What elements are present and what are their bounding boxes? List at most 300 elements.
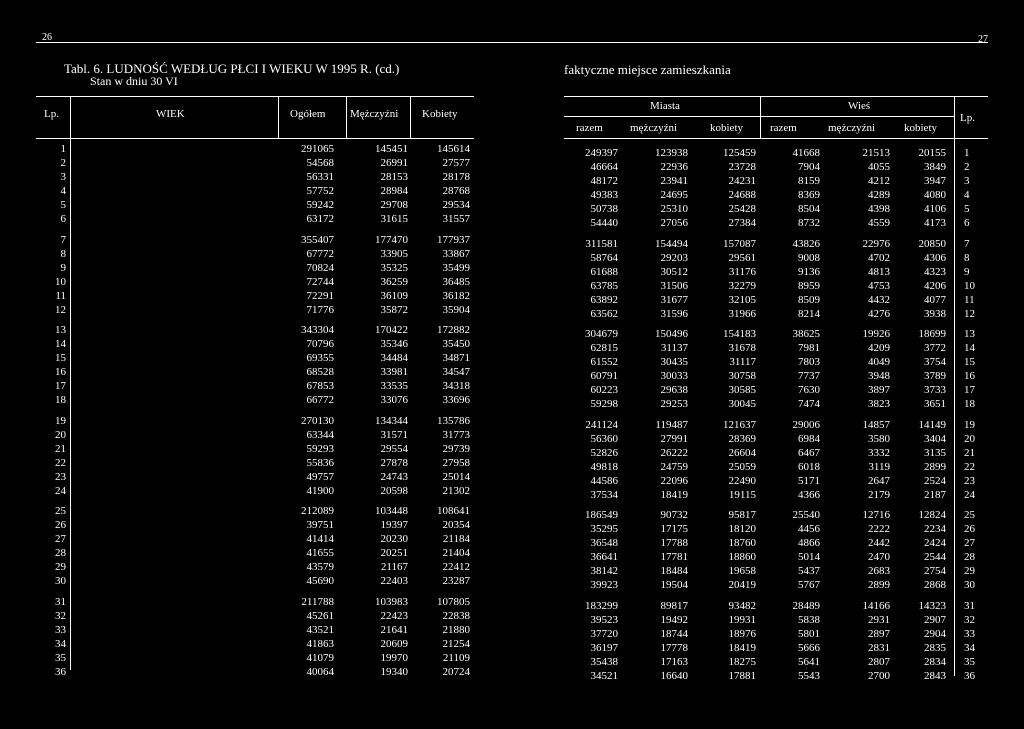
row-lp-right: 18 bbox=[964, 398, 975, 410]
miasta-mezczyzni: 24759 bbox=[660, 460, 688, 473]
row-lp-right: 26 bbox=[964, 523, 975, 535]
page-number-right: 27 bbox=[978, 34, 988, 45]
miasta-kobiety: 18760 bbox=[728, 537, 756, 549]
wies-razem: 25540 bbox=[792, 509, 820, 521]
miasta-kobiety: 18120 bbox=[728, 523, 756, 535]
wies-razem: 5767 bbox=[798, 579, 820, 591]
table-row bbox=[564, 174, 988, 188]
wies-mezczyzni: 14166 bbox=[862, 599, 890, 612]
miasta-kobiety: 157087 bbox=[723, 237, 756, 250]
wies-mezczyzni: 3948 bbox=[868, 370, 890, 382]
wies-mezczyzni: 4212 bbox=[868, 175, 890, 187]
wies-mezczyzni: 2470 bbox=[868, 551, 890, 563]
wies-mezczyzni: 12716 bbox=[862, 509, 890, 521]
miasta-mezczyzni: 30033 bbox=[660, 370, 688, 382]
wies-razem: 8732 bbox=[798, 217, 820, 229]
miasta-mezczyzni: 17781 bbox=[660, 551, 688, 563]
row-lp-right: 32 bbox=[964, 613, 975, 626]
row-mezczyzni: 26991 bbox=[380, 157, 408, 169]
row-mezczyzni: 20609 bbox=[380, 637, 408, 650]
wies-kobiety: 3135 bbox=[924, 446, 946, 459]
row-lp-right: 19 bbox=[964, 418, 975, 431]
wies-razem: 5437 bbox=[798, 565, 820, 577]
miasta-razem: 249397 bbox=[585, 147, 618, 159]
miasta-kobiety: 154183 bbox=[723, 328, 756, 340]
row-ogolem: 69355 bbox=[306, 352, 334, 364]
table-row bbox=[36, 595, 474, 609]
wies-razem: 8504 bbox=[798, 203, 820, 215]
miasta-kobiety: 17881 bbox=[728, 669, 756, 682]
row-ogolem: 59242 bbox=[306, 199, 334, 211]
table-row bbox=[36, 484, 474, 498]
miasta-razem: 241124 bbox=[585, 418, 618, 431]
row-kobiety: 33696 bbox=[442, 394, 470, 406]
row-mezczyzni: 24743 bbox=[380, 470, 408, 483]
row-kobiety: 35904 bbox=[442, 303, 470, 316]
wies-razem: 6018 bbox=[798, 460, 820, 473]
row-mezczyzni: 19397 bbox=[380, 519, 408, 531]
table-row bbox=[36, 337, 474, 351]
row-kobiety: 25014 bbox=[442, 470, 470, 483]
row-lp: 31 bbox=[55, 595, 66, 608]
miasta-kobiety: 24231 bbox=[728, 175, 756, 187]
table-row bbox=[36, 170, 474, 184]
row-ogolem: 211788 bbox=[301, 595, 334, 608]
miasta-mezczyzni: 22936 bbox=[660, 161, 688, 173]
row-ogolem: 67853 bbox=[306, 380, 334, 392]
row-mezczyzni: 20251 bbox=[380, 547, 408, 559]
table-row bbox=[564, 237, 988, 251]
row-lp: 32 bbox=[55, 609, 66, 622]
miasta-mezczyzni: 18484 bbox=[660, 565, 688, 577]
right-table bbox=[564, 96, 988, 682]
row-lp-right: 33 bbox=[964, 627, 975, 640]
wies-kobiety: 4306 bbox=[924, 251, 946, 264]
row-lp-right: 15 bbox=[964, 356, 975, 368]
row-lp-right: 7 bbox=[964, 237, 970, 250]
row-kobiety: 21302 bbox=[442, 484, 470, 497]
row-kobiety: 36485 bbox=[442, 275, 470, 288]
row-mezczyzni: 31615 bbox=[380, 213, 408, 225]
row-lp-right: 25 bbox=[964, 509, 975, 521]
row-ogolem: 43579 bbox=[306, 561, 334, 573]
table-row bbox=[36, 261, 474, 275]
row-lp-right: 23 bbox=[964, 474, 975, 487]
row-mezczyzni: 35872 bbox=[380, 303, 408, 316]
wies-mezczyzni: 4559 bbox=[868, 217, 890, 229]
table-row bbox=[564, 564, 988, 578]
row-lp-right: 21 bbox=[964, 446, 975, 459]
row-lp: 17 bbox=[55, 380, 66, 392]
row-lp-right: 34 bbox=[964, 641, 975, 654]
wies-kobiety: 3404 bbox=[924, 432, 946, 445]
miasta-razem: 60791 bbox=[590, 370, 618, 382]
row-kobiety: 28178 bbox=[442, 171, 470, 183]
table-row bbox=[564, 613, 988, 627]
header-wies-mezczyzni: mężczyźni bbox=[828, 122, 876, 134]
row-ogolem: 70796 bbox=[306, 338, 334, 350]
wies-razem: 38625 bbox=[792, 328, 820, 340]
miasta-mezczyzni: 29203 bbox=[660, 251, 688, 264]
row-kobiety: 28768 bbox=[442, 185, 470, 197]
row-ogolem: 55836 bbox=[306, 456, 334, 469]
row-lp-right: 11 bbox=[964, 293, 975, 306]
row-mezczyzni: 28153 bbox=[380, 171, 408, 183]
row-lp: 5 bbox=[60, 199, 66, 211]
wies-mezczyzni: 3580 bbox=[868, 432, 890, 445]
table-row bbox=[36, 212, 474, 226]
row-mezczyzni: 170422 bbox=[375, 324, 408, 336]
row-mezczyzni: 35325 bbox=[380, 261, 408, 274]
row-mezczyzni: 33905 bbox=[380, 247, 408, 260]
miasta-mezczyzni: 18744 bbox=[660, 627, 688, 640]
miasta-mezczyzni: 150496 bbox=[655, 328, 688, 340]
miasta-mezczyzni: 30435 bbox=[660, 356, 688, 368]
table-row bbox=[564, 279, 988, 293]
row-lp: 6 bbox=[60, 213, 66, 225]
wies-kobiety: 3754 bbox=[924, 356, 946, 368]
table-row bbox=[564, 578, 988, 592]
header-ogolem: Ogółem bbox=[290, 108, 326, 120]
row-lp: 24 bbox=[55, 484, 66, 497]
row-lp: 4 bbox=[60, 185, 66, 197]
miasta-razem: 56360 bbox=[590, 432, 618, 445]
table-row bbox=[36, 665, 474, 679]
row-ogolem: 291065 bbox=[301, 143, 334, 155]
wies-mezczyzni: 2683 bbox=[868, 565, 890, 577]
miasta-mezczyzni: 17175 bbox=[660, 523, 688, 535]
row-lp: 36 bbox=[55, 665, 66, 678]
wies-mezczyzni: 2179 bbox=[868, 488, 890, 501]
row-lp-right: 17 bbox=[964, 384, 975, 396]
miasta-mezczyzni: 31596 bbox=[660, 307, 688, 320]
miasta-razem: 61688 bbox=[590, 265, 618, 278]
column-divider bbox=[278, 96, 279, 138]
table-row bbox=[564, 550, 988, 564]
miasta-mezczyzni: 90732 bbox=[660, 509, 688, 521]
header-miasta-razem: razem bbox=[576, 122, 603, 134]
row-lp-right: 28 bbox=[964, 551, 975, 563]
row-ogolem: 68528 bbox=[306, 366, 334, 378]
wies-mezczyzni: 2807 bbox=[868, 655, 890, 668]
row-mezczyzni: 21641 bbox=[380, 623, 408, 636]
row-lp: 27 bbox=[55, 533, 66, 545]
row-lp-right: 24 bbox=[964, 488, 975, 501]
table-row bbox=[36, 198, 474, 212]
wies-kobiety: 2754 bbox=[924, 565, 946, 577]
table-row bbox=[564, 397, 988, 411]
miasta-kobiety: 32279 bbox=[728, 279, 756, 292]
table-row bbox=[564, 599, 988, 613]
wies-mezczyzni: 2931 bbox=[868, 613, 890, 626]
miasta-kobiety: 19115 bbox=[728, 488, 756, 501]
row-ogolem: 43521 bbox=[306, 623, 334, 636]
row-lp-right: 20 bbox=[964, 432, 975, 445]
miasta-razem: 63892 bbox=[590, 293, 618, 306]
wies-kobiety: 4106 bbox=[924, 203, 946, 215]
miasta-razem: 38142 bbox=[590, 565, 618, 577]
wies-mezczyzni: 3823 bbox=[868, 398, 890, 410]
row-mezczyzni: 19340 bbox=[380, 665, 408, 678]
wies-mezczyzni: 4432 bbox=[868, 293, 890, 306]
wies-razem: 5838 bbox=[798, 613, 820, 626]
table-row bbox=[36, 303, 474, 317]
wies-razem: 4456 bbox=[798, 523, 820, 535]
wies-razem: 5801 bbox=[798, 627, 820, 640]
row-mezczyzni: 177470 bbox=[375, 233, 408, 246]
miasta-kobiety: 30045 bbox=[728, 398, 756, 410]
row-lp: 16 bbox=[55, 366, 66, 378]
miasta-kobiety: 18860 bbox=[728, 551, 756, 563]
row-lp-right: 13 bbox=[964, 328, 975, 340]
row-mezczyzni: 20230 bbox=[380, 533, 408, 545]
row-mezczyzni: 36109 bbox=[380, 289, 408, 302]
row-mezczyzni: 29708 bbox=[380, 199, 408, 211]
row-kobiety: 22838 bbox=[442, 609, 470, 622]
wies-razem: 8214 bbox=[798, 307, 820, 320]
miasta-kobiety: 30585 bbox=[728, 384, 756, 396]
row-mezczyzni: 34484 bbox=[380, 352, 408, 364]
row-kobiety: 135786 bbox=[437, 414, 470, 427]
row-lp: 35 bbox=[55, 651, 66, 664]
table-row bbox=[564, 293, 988, 307]
table-row bbox=[564, 488, 988, 502]
wies-kobiety: 2904 bbox=[924, 627, 946, 640]
miasta-mezczyzni: 26222 bbox=[660, 446, 688, 459]
row-lp-right: 3 bbox=[964, 175, 970, 187]
row-mezczyzni: 35346 bbox=[380, 338, 408, 350]
miasta-kobiety: 30758 bbox=[728, 370, 756, 382]
miasta-razem: 49818 bbox=[590, 460, 618, 473]
miasta-mezczyzni: 123938 bbox=[655, 147, 688, 159]
wies-razem: 5666 bbox=[798, 641, 820, 654]
row-lp: 13 bbox=[55, 324, 66, 336]
header-rule-bottom bbox=[564, 138, 988, 139]
miasta-mezczyzni: 31137 bbox=[660, 342, 688, 354]
header-rule-top bbox=[36, 96, 474, 97]
miasta-kobiety: 28369 bbox=[728, 432, 756, 445]
row-kobiety: 23287 bbox=[442, 575, 470, 587]
table-row bbox=[564, 216, 988, 230]
miasta-kobiety: 93482 bbox=[728, 599, 756, 612]
row-mezczyzni: 33535 bbox=[380, 380, 408, 392]
table-row bbox=[564, 669, 988, 683]
table-row bbox=[36, 609, 474, 623]
row-kobiety: 22412 bbox=[442, 561, 470, 573]
table-row bbox=[36, 546, 474, 560]
wies-kobiety: 20850 bbox=[918, 237, 946, 250]
wies-kobiety: 2907 bbox=[924, 613, 946, 626]
wies-mezczyzni: 4049 bbox=[868, 356, 890, 368]
row-lp-right: 12 bbox=[964, 307, 975, 320]
miasta-razem: 62815 bbox=[590, 342, 618, 354]
table-row bbox=[36, 560, 474, 574]
wies-kobiety: 2899 bbox=[924, 460, 946, 473]
miasta-razem: 37534 bbox=[590, 488, 618, 501]
row-mezczyzni: 22423 bbox=[380, 609, 408, 622]
miasta-kobiety: 121637 bbox=[723, 418, 756, 431]
row-lp-right: 27 bbox=[964, 537, 975, 549]
row-kobiety: 35450 bbox=[442, 338, 470, 350]
wies-kobiety: 4080 bbox=[924, 189, 946, 201]
table-row bbox=[564, 446, 988, 460]
miasta-mezczyzni: 27056 bbox=[660, 217, 688, 229]
wies-mezczyzni: 4753 bbox=[868, 279, 890, 292]
row-lp: 26 bbox=[55, 519, 66, 531]
wies-mezczyzni: 4055 bbox=[868, 161, 890, 173]
wies-razem: 5641 bbox=[798, 655, 820, 668]
miasta-kobiety: 23728 bbox=[728, 161, 756, 173]
miasta-mezczyzni: 29638 bbox=[660, 384, 688, 396]
miasta-razem: 36641 bbox=[590, 551, 618, 563]
row-mezczyzni: 134344 bbox=[375, 414, 408, 427]
table-row bbox=[36, 323, 474, 337]
row-lp-right: 6 bbox=[964, 217, 970, 229]
miasta-kobiety: 31176 bbox=[728, 265, 756, 278]
table-row bbox=[36, 365, 474, 379]
wies-kobiety: 3938 bbox=[924, 307, 946, 320]
row-ogolem: 63344 bbox=[306, 428, 334, 441]
row-lp: 20 bbox=[55, 428, 66, 441]
miasta-kobiety: 22490 bbox=[728, 474, 756, 487]
wies-razem: 9136 bbox=[798, 265, 820, 278]
row-mezczyzni: 22403 bbox=[380, 575, 408, 587]
row-kobiety: 27577 bbox=[442, 157, 470, 169]
row-lp: 10 bbox=[55, 275, 66, 288]
miasta-razem: 186549 bbox=[585, 509, 618, 521]
header-mezczyzni: Mężczyźni bbox=[350, 108, 399, 120]
table-row bbox=[36, 184, 474, 198]
miasta-kobiety: 25059 bbox=[728, 460, 756, 473]
table-row bbox=[36, 275, 474, 289]
row-lp: 22 bbox=[55, 456, 66, 469]
wies-kobiety: 3947 bbox=[924, 175, 946, 187]
wies-razem: 9008 bbox=[798, 251, 820, 264]
row-ogolem: 41900 bbox=[306, 484, 334, 497]
column-divider bbox=[410, 96, 411, 138]
row-lp: 30 bbox=[55, 575, 66, 587]
row-mezczyzni: 28984 bbox=[380, 185, 408, 197]
miasta-kobiety: 26604 bbox=[728, 446, 756, 459]
row-ogolem: 355407 bbox=[301, 233, 334, 246]
row-ogolem: 40064 bbox=[306, 665, 334, 678]
header-rule-mid bbox=[564, 116, 954, 117]
wies-razem: 5171 bbox=[798, 474, 820, 487]
table-row bbox=[564, 307, 988, 321]
wies-kobiety: 4323 bbox=[924, 265, 946, 278]
table-row bbox=[36, 233, 474, 247]
table-row bbox=[564, 202, 988, 216]
table-row bbox=[564, 474, 988, 488]
miasta-razem: 39523 bbox=[590, 613, 618, 626]
table-row bbox=[36, 156, 474, 170]
miasta-mezczyzni: 17788 bbox=[660, 537, 688, 549]
row-kobiety: 34871 bbox=[442, 352, 470, 364]
row-kobiety: 31557 bbox=[442, 213, 470, 225]
wies-mezczyzni: 4813 bbox=[868, 265, 890, 278]
table-title bbox=[64, 62, 399, 88]
table-row bbox=[36, 289, 474, 303]
miasta-razem: 59298 bbox=[590, 398, 618, 410]
row-mezczyzni: 33981 bbox=[380, 366, 408, 378]
row-lp-right: 30 bbox=[964, 579, 975, 591]
row-kobiety: 21880 bbox=[442, 623, 470, 636]
miasta-razem: 48172 bbox=[590, 175, 618, 187]
row-ogolem: 41079 bbox=[306, 651, 334, 664]
miasta-mezczyzni: 30512 bbox=[660, 265, 688, 278]
miasta-kobiety: 18275 bbox=[728, 655, 756, 668]
miasta-razem: 63562 bbox=[590, 307, 618, 320]
wies-razem: 7474 bbox=[798, 398, 820, 410]
header-wies: Wieś bbox=[848, 100, 871, 112]
table-subtitle: Stan w dniu 30 VI bbox=[90, 74, 178, 88]
miasta-razem: 46664 bbox=[590, 161, 618, 173]
table-row bbox=[564, 160, 988, 174]
wies-razem: 8369 bbox=[798, 189, 820, 201]
wies-kobiety: 2424 bbox=[924, 537, 946, 549]
row-kobiety: 29739 bbox=[442, 442, 470, 455]
row-lp-right: 14 bbox=[964, 342, 975, 354]
row-lp: 7 bbox=[60, 233, 66, 246]
table-row bbox=[36, 393, 474, 407]
row-ogolem: 41414 bbox=[306, 533, 334, 545]
row-ogolem: 49757 bbox=[306, 470, 334, 483]
wies-mezczyzni: 3119 bbox=[868, 460, 890, 473]
wies-kobiety: 3651 bbox=[924, 398, 946, 410]
row-ogolem: 41655 bbox=[306, 547, 334, 559]
header-wiek: WIEK bbox=[156, 108, 185, 120]
miasta-mezczyzni: 119487 bbox=[655, 418, 688, 431]
row-lp: 18 bbox=[55, 394, 66, 406]
row-mezczyzni: 27878 bbox=[380, 456, 408, 469]
header-rule-top bbox=[564, 96, 988, 97]
row-lp: 28 bbox=[55, 547, 66, 559]
row-kobiety: 20724 bbox=[442, 665, 470, 678]
row-lp-right: 4 bbox=[964, 189, 970, 201]
row-ogolem: 56331 bbox=[306, 171, 334, 183]
miasta-mezczyzni: 17163 bbox=[660, 655, 688, 668]
wies-razem: 4866 bbox=[798, 537, 820, 549]
miasta-razem: 52826 bbox=[590, 446, 618, 459]
wies-kobiety: 2234 bbox=[924, 523, 946, 535]
miasta-razem: 35295 bbox=[590, 523, 618, 535]
row-ogolem: 72744 bbox=[306, 275, 334, 288]
row-lp-right: 22 bbox=[964, 460, 975, 473]
wies-kobiety: 3849 bbox=[924, 161, 946, 173]
miasta-kobiety: 18419 bbox=[728, 641, 756, 654]
table-title-text: Tabl. 6. LUDNOŚĆ WEDŁUG PŁCI I WIEKU W 1995 R. (cd.) bbox=[64, 61, 400, 76]
wies-razem: 43826 bbox=[792, 237, 820, 250]
table-row bbox=[564, 355, 988, 369]
wies-mezczyzni: 2700 bbox=[868, 669, 890, 682]
row-lp-right: 1 bbox=[964, 147, 970, 159]
row-lp-right: 36 bbox=[964, 669, 975, 682]
wies-razem: 7981 bbox=[798, 342, 820, 354]
wies-mezczyzni: 4289 bbox=[868, 189, 890, 201]
row-lp-right: 16 bbox=[964, 370, 975, 382]
wies-kobiety: 2187 bbox=[924, 488, 946, 501]
table-row bbox=[564, 383, 988, 397]
wies-razem: 28489 bbox=[792, 599, 820, 612]
row-kobiety: 35499 bbox=[442, 261, 470, 274]
table-row bbox=[564, 522, 988, 536]
table-row bbox=[564, 265, 988, 279]
row-mezczyzni: 145451 bbox=[375, 143, 408, 155]
wies-kobiety: 2544 bbox=[924, 551, 946, 563]
wies-kobiety: 2835 bbox=[924, 641, 946, 654]
miasta-razem: 183299 bbox=[585, 599, 618, 612]
row-mezczyzni: 29554 bbox=[380, 442, 408, 455]
